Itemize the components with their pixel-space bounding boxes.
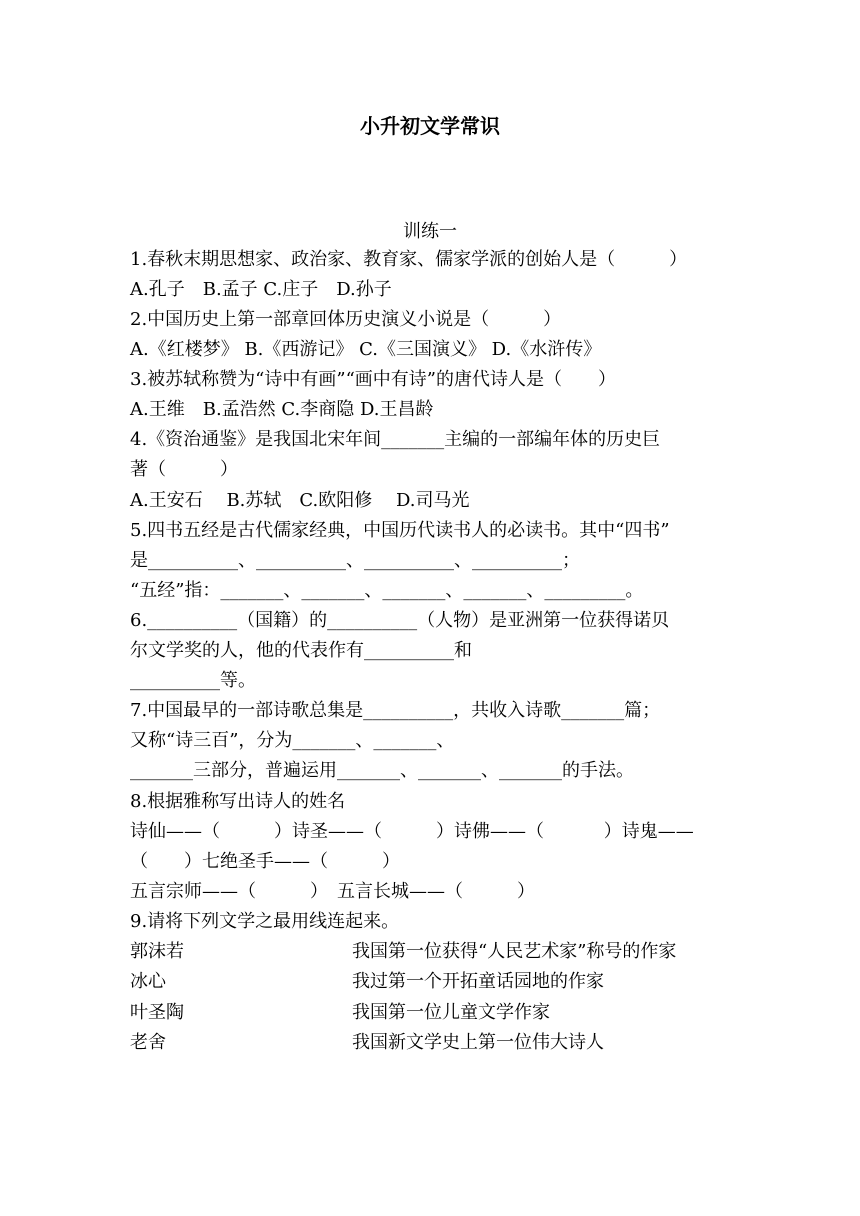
question-2-options: A.《红楼梦》 B.《西游记》 C.《三国演义》 D.《水浒传》 [130,339,602,360]
question-5-line3: “五经”指：_______、_______、_______、_______、_________。 [130,580,644,601]
question-3-stem: 3.被苏轼称赞为“诗中有画”“画中有诗”的唐代诗人是（ ） [130,369,616,390]
question-1-stem: 1.春秋末期思想家、政治家、教育家、儒家学派的创始人是（ ） [130,249,688,270]
section-title: 训练一 [403,221,457,242]
question-4-stem-line2: 著（ ） [130,459,238,480]
match-left-item: 郭沫若 [130,941,184,962]
question-4-options: A.王安石 B.苏轼 C.欧阳修 D.司马光 [130,490,470,511]
match-left-item: 老舍 [130,1032,166,1053]
question-3-options: A.王维 B.孟浩然 C.李商隐 D.王昌龄 [130,399,434,420]
question-6-line3: __________等。 [130,670,256,691]
question-8-line3: （ ）七绝圣手——（ ） [130,851,400,872]
match-right-item: 我国第一位获得“人民艺术家”称号的作家 [352,941,677,962]
question-4-stem-line1: 4.《资治通鉴》是我国北宋年间_______主编的一部编年体的历史巨 [130,429,661,450]
question-5-line2: 是__________、__________、__________、__________； [130,550,580,571]
question-5-line1: 5.四书五经是古代儒家经典，中国历代读书人的必读书。其中“四书” [130,520,670,541]
question-8-line2: 诗仙——（ ）诗圣——（ ）诗佛——（ ）诗鬼—— [130,821,694,842]
question-1-options: A.孔子 B.孟子 C.庄子 D.孙子 [130,279,392,300]
question-2-stem: 2.中国历史上第一部章回体历史演义小说是（ ） [130,309,562,330]
question-9-stem: 9.请将下列文学之最用线连起来。 [130,911,400,932]
question-8-line1: 8.根据雅称写出诗人的姓名 [130,791,346,812]
question-8-line4: 五言宗师——（ ） 五言长城——（ ） [130,881,535,902]
match-right-item: 我过第一个开拓童话园地的作家 [352,971,604,992]
match-right-item: 我国新文学史上第一位伟大诗人 [352,1032,604,1053]
question-7-line2: 又称“诗三百”，分为_______、_______、 [130,730,455,751]
question-7-line3: _______三部分，普遍运用_______、_______、_______的手法。 [130,760,634,781]
question-6-line1: 6.__________（国籍）的__________（人物）是亚洲第一位获得诺贝 [130,610,670,631]
document-title: 小升初文学常识 [360,114,500,138]
match-left-item: 叶圣陶 [130,1002,184,1023]
match-left-item: 冰心 [130,971,166,992]
question-6-line2: 尔文学奖的人，他的代表作有__________和 [130,640,472,661]
match-right-item: 我国第一位儿童文学作家 [352,1002,550,1023]
question-7-line1: 7.中国最早的一部诗歌总集是__________，共收入诗歌_______篇； [130,700,661,721]
